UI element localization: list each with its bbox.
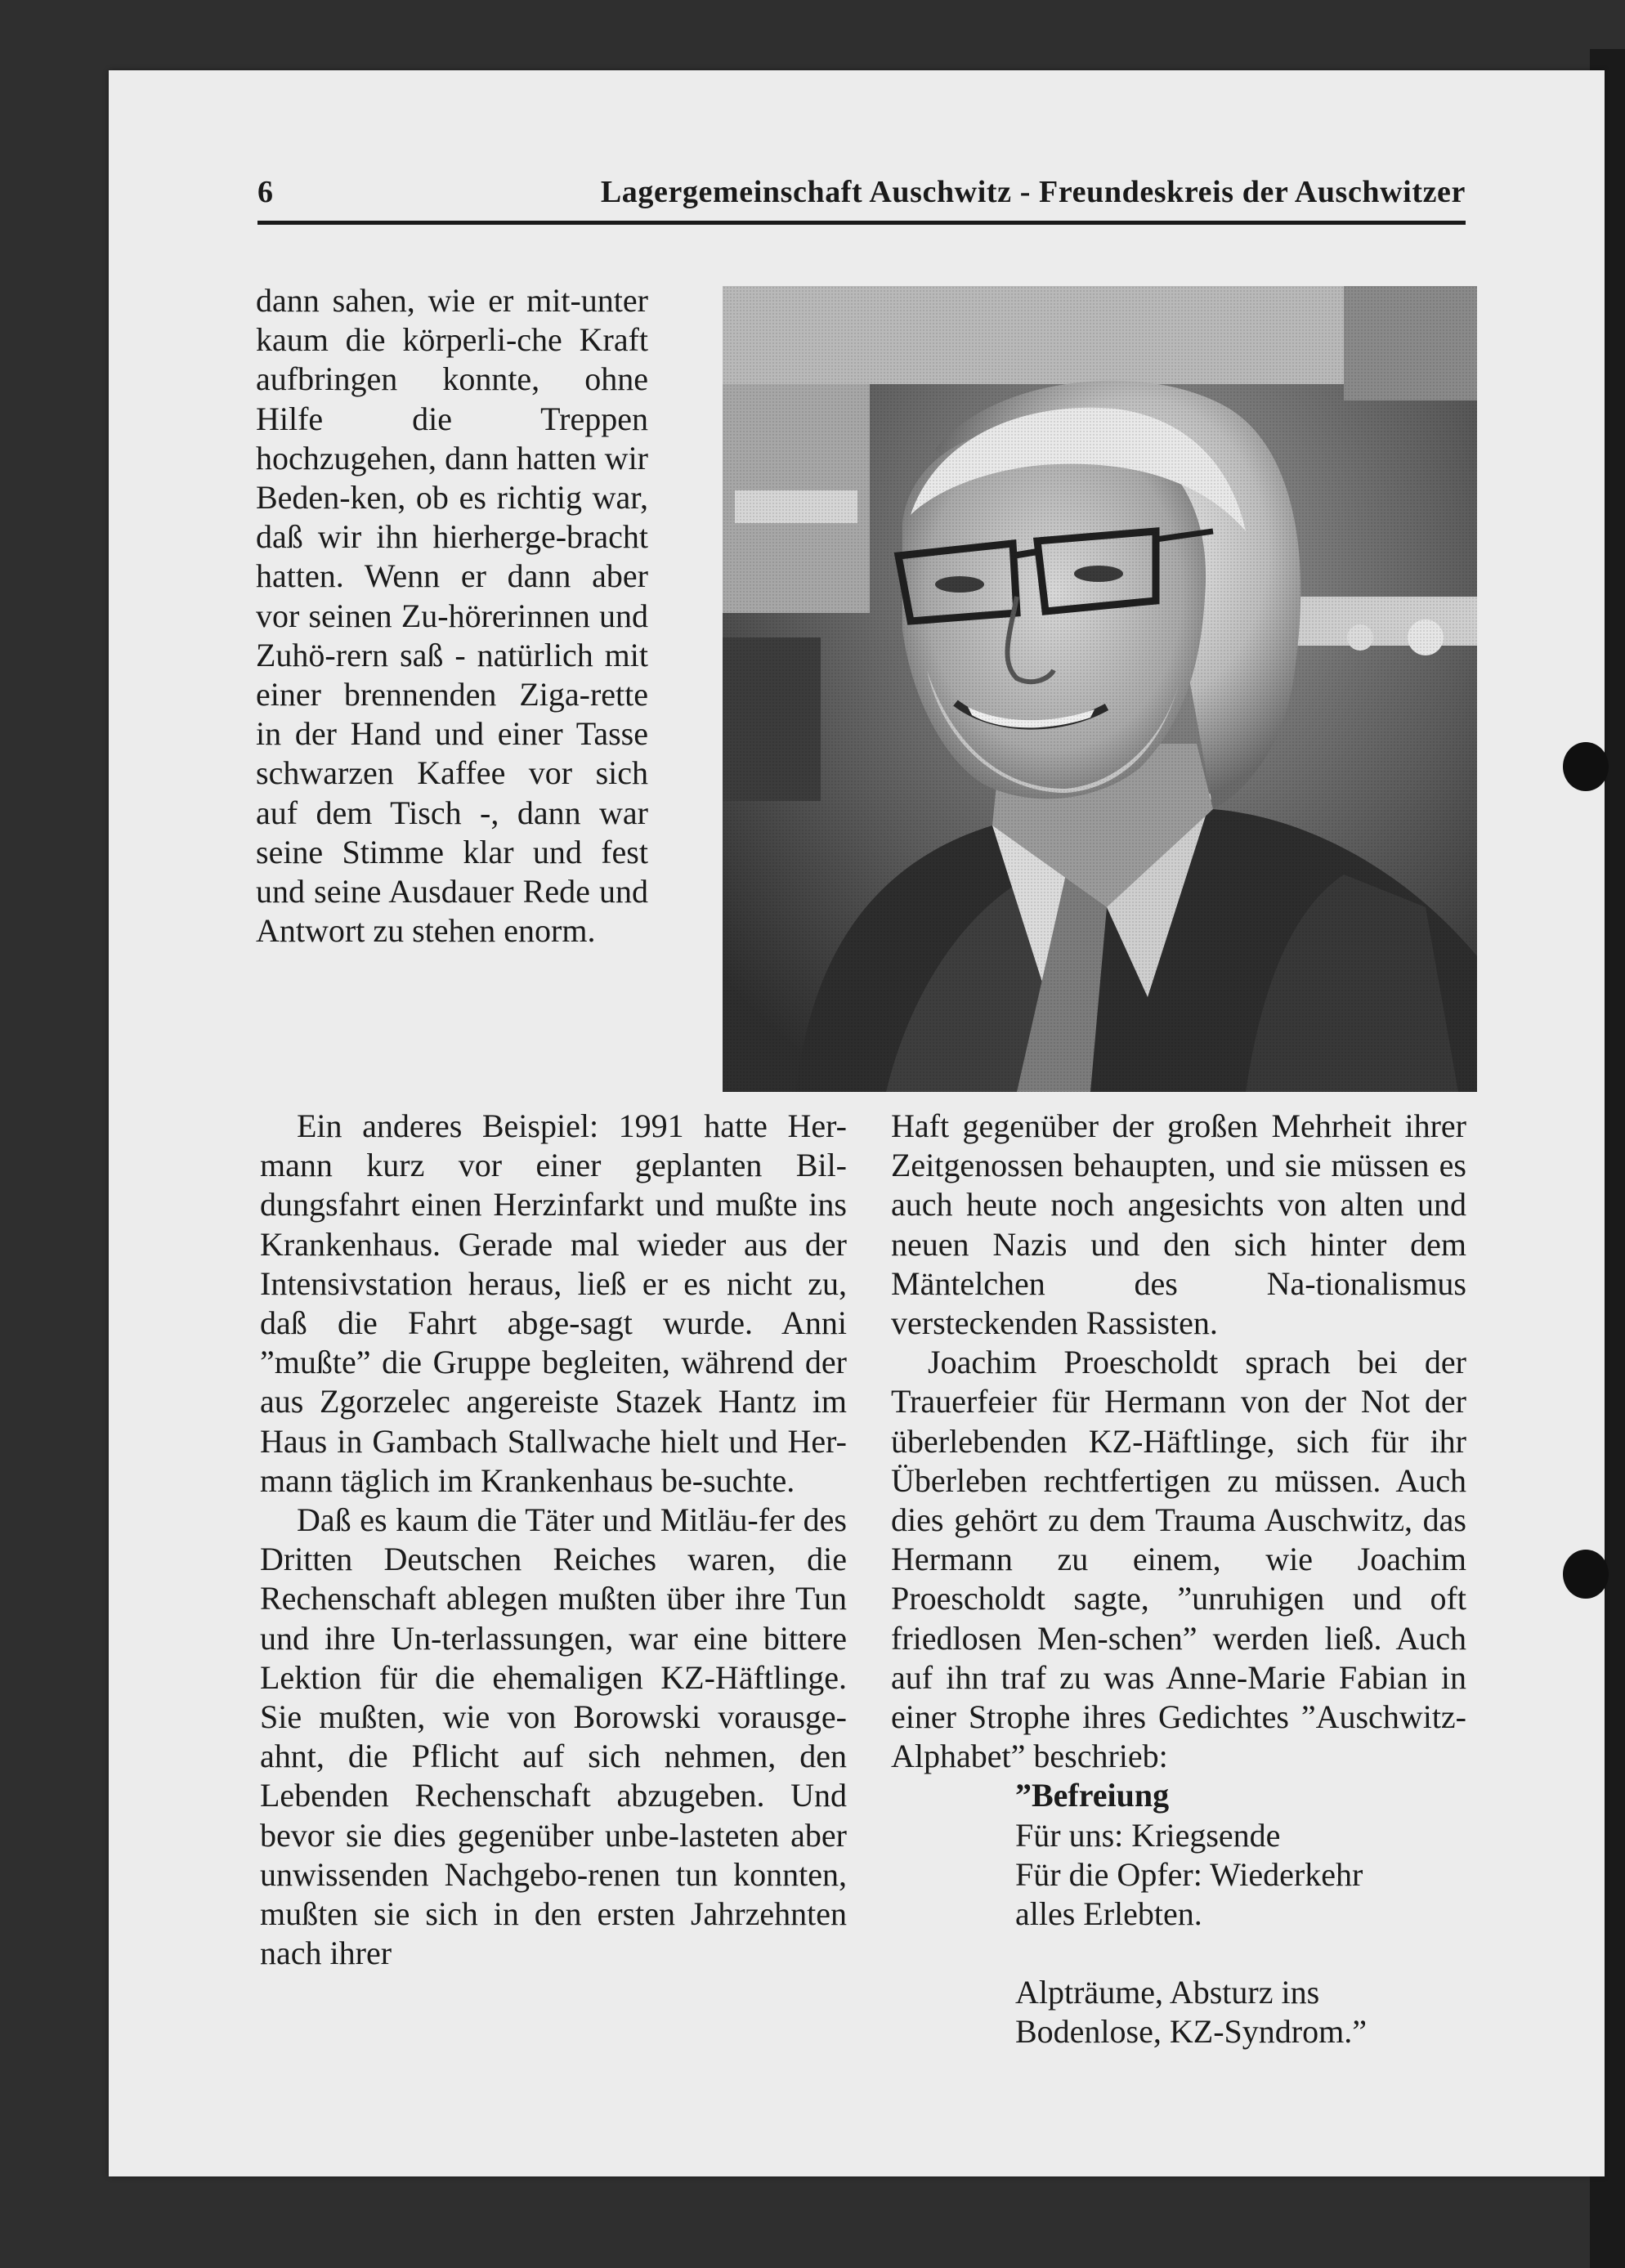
paragraph: Joachim Proescholdt sprach bei der Trauerfeier für Hermann von der Not der überlebenden KZ-Häftlinge, sich für ihr Überleben rechtfertigen zu müssen. Auch dies gehört zu dem Trauma Auschwitz, das Hermann zu einem, wie Joachim Proescholdt sagte, ”unruhigen und oft friedlosen Men-schen” werden ließ. Auch auf ihn traf zu was Anne-Marie Fabian in einer Strophe ihres Gedichtes ”Auschwitz-Alphabet” beschrieb: [891,1344,1466,1775]
poem-line: Für uns: Kriegsende [1015,1816,1281,1854]
poem-title: ”Befreiung [1015,1777,1170,1814]
poem-stanza-gap [1015,1934,1466,1973]
article-column-left [260,1107,847,1973]
poem-line: Bodenlose, KZ-Syndrom.” [1015,2013,1367,2051]
paragraph: Ein anderes Beispiel: 1991 hatte Her-mann kurz vor einer geplanten Bil-dungsfahrt einen Herzinfarkt und mußte ins Krankenhaus. Gerade mal wieder aus der Intensivstation heraus, ließ er es nicht zu, daß die Fahrt abge-sagt wurde. Anni ”mußte” die Gruppe begleiten, während der aus Zgorzelec angereiste Stazek Hantz im Haus in Gambach Stallwache hielt und Her-mann täglich im Krankenhaus be-suchte. [260,1107,847,1499]
portrait-photo [723,286,1477,1092]
poem-line: Alpträume, Absturz ins [1015,1974,1320,2011]
poem-line: Für die Opfer: Wiederkehr [1015,1855,1363,1893]
paragraph: Haft gegenüber der großen Mehrheit ihrer Zeitgenossen behaupten, und sie müssen es auch heute noch angesichts von alten und neuen Nazis und den sich hinter dem Mäntelchen des Na-tionalismus versteckenden Rassisten. [891,1107,1466,1342]
paragraph: dann sahen, wie er mit-unter kaum die körperli-che Kraft aufbringen konnte, ohne Hilfe die Treppen hochzugehen, dann hatten wir Beden-ken, ob es richtig war, daß wir ihn hierherge-bracht hatten. Wenn er dann aber vor seinen Zu-hörerinnen und Zuhö-rern saß - natürlich mit einer brennenden Ziga-rette in der Hand und einer Tasse schwarzen Kaffee vor sich auf dem Tisch -, dann war seine Stimme klar und fest und seine Ausdauer Rede und Antwort zu stehen enorm. [256,282,648,950]
page-header [257,168,1466,217]
article-column-right [891,1107,1466,2052]
poem-quote [1015,1776,1466,2051]
punch-hole-icon [1563,742,1609,791]
header-rule [257,221,1466,225]
paragraph: Daß es kaum die Täter und Mitläu-fer des Dritten Deutschen Reiches waren, die Rechenschaft ablegen mußten über ihre Tun und ihre Un-terlassungen, war eine bittere Lektion für die ehemaligen KZ-Häftlinge. Sie mußten, wie von Borowski vorausge-ahnt, die Pflicht auf sich nehmen, den Lebenden Rechenschaft abzugeben. Und bevor sie dies gegenüber unbe-lasteten aber unwissenden Nachgebo-renen tun konnten, mußten sie sich in den ersten Jahrzehnten nach ihrer [260,1501,847,1972]
poem-line: alles Erlebten. [1015,1895,1202,1933]
punch-hole-icon [1563,1550,1609,1599]
article-column-top [256,281,648,951]
page-number: 6 [257,175,273,209]
portrait-photo-drawing [723,286,1477,1092]
running-title: Lagergemeinschaft Auschwitz - Freundeskreis der Auschwitzer [600,175,1466,209]
